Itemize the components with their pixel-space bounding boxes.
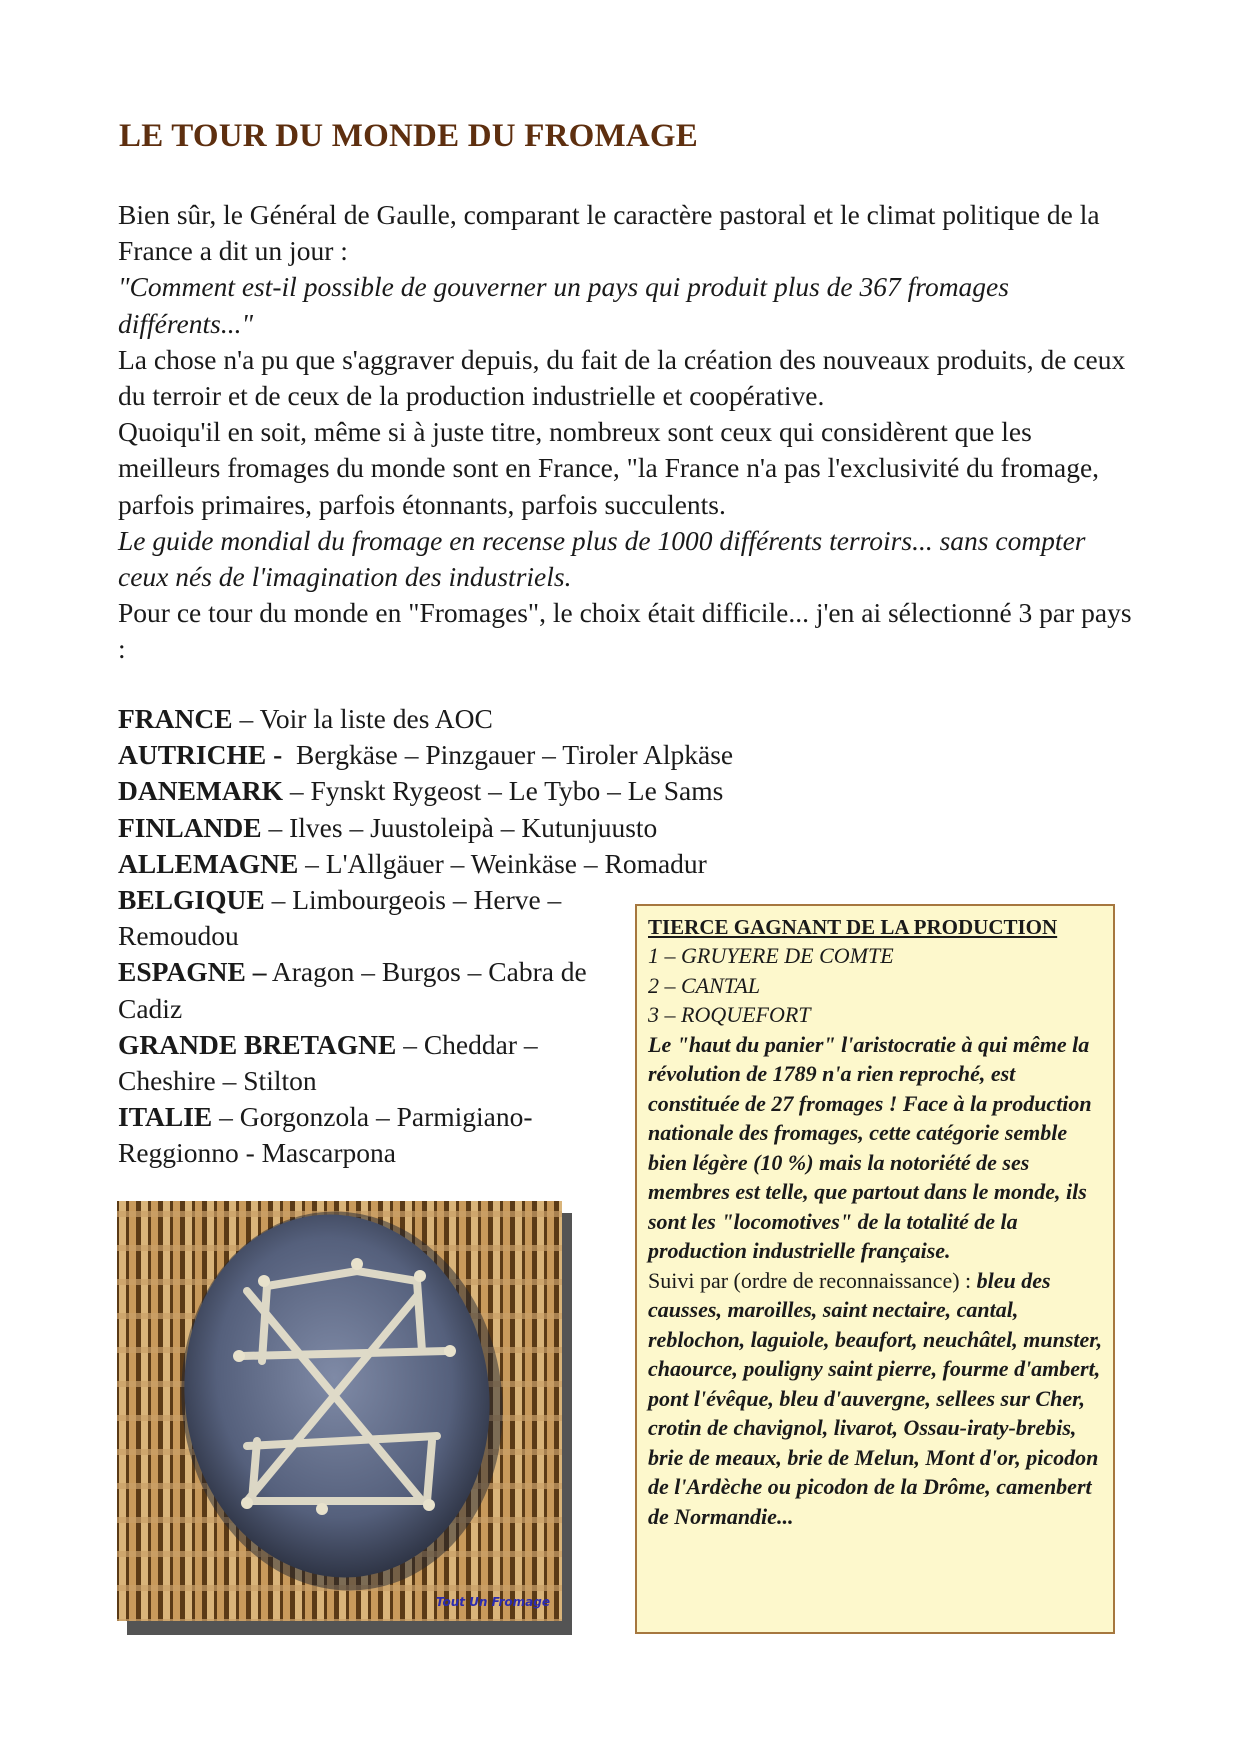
country-item bbox=[118, 701, 1138, 737]
country-item bbox=[118, 773, 1138, 809]
country-cheeses: – Voir la liste des AOC bbox=[232, 703, 493, 734]
country-cheeses: – Gorgonzola – Parmigiano-Reggionno - Mascarpona bbox=[118, 1101, 533, 1169]
country-item bbox=[118, 737, 1138, 773]
country-name: AUTRICHE - bbox=[118, 739, 283, 771]
guide-note: Le guide mondial du fromage en recense plus de 1000 différents terroirs... sans compter ceux nés de l'imagination des industriels. bbox=[118, 524, 1086, 593]
rank-item: 2 – CANTAL bbox=[648, 972, 761, 998]
country-item bbox=[118, 1027, 618, 1099]
page-title: LE TOUR DU MONDE DU FROMAGE bbox=[119, 118, 698, 154]
followed-label: Suivi par (ordre de reconnaissance) : bbox=[648, 1267, 977, 1293]
tierce-sidebar-box bbox=[635, 904, 1115, 1634]
country-cheeses: – Cheddar – Cheshire – Stilton bbox=[118, 1028, 538, 1097]
country-item bbox=[118, 882, 618, 954]
aristocracy-paragraph: Le "haut du panier" l'aristocratie à qui même la révolution de 1789 n'a rien reproché, est constituée de 27 fromages ! Face à la production nationale des fromages, cette catégorie semble bien légère (10 %) mais la notoriété de ses membres est telle, que partout dans le monde, ils sont les "locomotives" de la totalité de la production industrielle française. bbox=[648, 1031, 1092, 1263]
country-name: ITALIE bbox=[118, 1101, 213, 1133]
de-gaulle-quote: "Comment est-il possible de gouverner un pays qui produit plus de 367 fromages différents..." bbox=[118, 271, 1009, 339]
country-name: ESPAGNE – bbox=[118, 956, 267, 988]
cheese-image bbox=[117, 1201, 562, 1621]
intro-paragraph: Pour ce tour du monde en "Fromages", le choix était difficile... j'en ai sélectionné 3 par pays : bbox=[118, 597, 1132, 665]
country-name: DANEMARK bbox=[118, 775, 283, 807]
country-name: ALLEMAGNE bbox=[118, 847, 299, 879]
cheese-photo bbox=[117, 1201, 562, 1623]
country-cheeses: – Ilves – Juustoleipà – Kutunjuusto bbox=[261, 811, 658, 843]
followed-cheese-list: bleu des causses, maroilles, saint nectaire, cantal, reblochon, laguiole, beaufort, neuchâtel, munster, chaource, pouligny saint pierre, fourme d'ambert, pont l'évêque, bleu d'auvergne, sellees sur Cher, crotin de chavignol, livarot, Ossau-iraty-brebis, brie de meaux, brie de Melun, Mont d'or, picodon de l'Ardèche ou picodon de la Drôme, camenbert de Normandie... bbox=[648, 1267, 1103, 1529]
country-item bbox=[118, 846, 1138, 882]
country-cheeses: – Fynskt Rygeost – Le Tybo – Le Sams bbox=[283, 775, 724, 807]
country-item bbox=[118, 810, 1138, 846]
box-heading: TIERCE GAGNANT DE LA PRODUCTION bbox=[648, 915, 1058, 939]
intro-section bbox=[118, 197, 1138, 668]
photo-watermark: Tout Un Fromage bbox=[435, 1595, 550, 1609]
followed-by-paragraph bbox=[648, 1266, 1103, 1532]
country-name: FRANCE bbox=[118, 703, 233, 734]
intro-paragraph: Bien sûr, le Général de Gaulle, comparant le caractère pastoral et le climat politique de la France a dit un jour : bbox=[118, 199, 1100, 267]
country-cheeses: Aragon – Burgos – Cabra de Cadiz bbox=[118, 956, 587, 1024]
country-item bbox=[118, 1099, 618, 1171]
intro-paragraph: La chose n'a pu que s'aggraver depuis, du fait de la création des nouveaux produits, de ceux du terroir et de ceux de la production industrielle et coopérative. bbox=[118, 343, 1126, 412]
country-name: FINLANDE bbox=[118, 811, 262, 843]
country-cheeses: – Limbourgeois – Herve – Remoudou bbox=[118, 884, 562, 952]
country-item bbox=[118, 954, 618, 1026]
cheese-on-wicker-illustration bbox=[117, 1201, 562, 1621]
country-name: GRANDE BRETAGNE bbox=[118, 1028, 397, 1060]
intro-paragraph: Quoiqu'il en soit, même si à juste titre, nombreux sont ceux qui considèrent que les meilleurs fromages du monde sont en France, "la France n'a pas l'exclusivité du fromage, parfois primaires, parfois étonnants, parfois succulents. bbox=[118, 416, 1100, 520]
country-cheeses: Bergkäse – Pinzgauer – Tiroler Alpkäse bbox=[282, 739, 734, 771]
country-name: BELGIQUE bbox=[118, 884, 265, 916]
rank-item: 1 – GRUYERE DE COMTE bbox=[648, 943, 894, 968]
rank-item: 3 – ROQUEFORT bbox=[648, 1002, 811, 1027]
country-cheeses: – L'Allgäuer – Weinkäse – Romadur bbox=[298, 847, 707, 879]
